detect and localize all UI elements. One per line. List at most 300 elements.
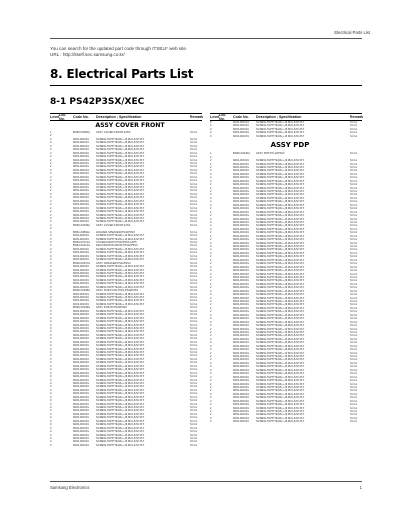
cell-level: 2 xyxy=(210,172,212,176)
cell-code: 6003-001001 xyxy=(73,141,89,145)
cell-level: 2 xyxy=(50,186,52,189)
footer-rule xyxy=(50,481,362,482)
cell-remark: S.N.A xyxy=(190,347,198,351)
cell-desc: SCREW-TAPTITE;RH,+,B,M3,L8,NI PLT xyxy=(96,368,145,372)
cell-code: 6003-001001 xyxy=(233,410,249,413)
cell-desc: ASSY COVER FRONT;42SX xyxy=(96,223,131,227)
cell-remark: S.N.A xyxy=(350,134,358,138)
cell-code: 6003-001001 xyxy=(73,299,89,303)
cell-desc: SCREW-TAPTITE;RH,+,B,M3,L8,NI PLT xyxy=(96,254,145,258)
cell-code: 6003-001001 xyxy=(233,165,249,169)
cell-code: 6003-001001 xyxy=(233,272,249,276)
cell-code: 6003-001001 xyxy=(73,206,89,210)
cell-desc: SCREW-TAPTITE;RH,+,B,M3,L8,NI PLT xyxy=(96,385,145,389)
cell-code: 6003-001001 xyxy=(73,430,89,434)
cell-desc: SCREW-TAPTITE;RH,+,B,M3,L8,NI PLT xyxy=(256,300,305,303)
cell-level: 2 xyxy=(210,282,212,286)
cell-desc: SCREW-TAPTITE;RH,+,B,M3,L8,NI PLT xyxy=(256,217,305,221)
cell-level: 2 xyxy=(210,193,212,197)
cell-code: 6003-001001 xyxy=(73,302,89,306)
cell-remark: S.N.A xyxy=(350,193,358,197)
cell-desc: SCREW-TAPTITE;RH,+,B,M3,L8,NI PLT xyxy=(96,392,145,396)
cell-desc: SCREW-TAPTITE;RH,+,B,M3,L8,NI PLT xyxy=(96,144,145,148)
cell-level: 3 xyxy=(50,406,52,409)
cell-level: 2 xyxy=(210,272,212,276)
cell-level: 2 xyxy=(50,175,52,179)
cell-desc: SCREW-TAPTITE;RH,+,B,M3,L8,NI PLT xyxy=(96,148,145,152)
col-remark: Remark xyxy=(350,115,364,119)
cell-remark: S.N.A xyxy=(350,224,358,228)
cell-remark: S.N.A xyxy=(190,392,198,396)
cell-desc: SCREW-TAPTITE;RH,+,B,M3,L8,NI PLT xyxy=(256,399,305,403)
cell-remark: S.N.A xyxy=(350,176,358,180)
cell-code: 6003-001001 xyxy=(233,231,249,235)
cell-remark: S.N.A xyxy=(350,262,358,266)
cell-remark: S.N.A xyxy=(190,213,198,217)
cell-remark: S.N.A xyxy=(190,148,198,152)
cell-remark: S.N.A xyxy=(190,357,198,361)
cell-desc: SCREW-TAPTITE;RH,+,B,M3,L8,NI PLT xyxy=(256,227,305,231)
section-heading: ASSY COVER FRONT xyxy=(95,122,165,129)
cell-level: 2 xyxy=(210,279,212,283)
cell-level: 3 xyxy=(50,316,52,320)
col-desc: Description ; Specification xyxy=(96,115,142,119)
cell-code: 6003-001001 xyxy=(233,392,249,396)
cell-desc: SCREW-TAPTITE;RH,+,B,M3,L8,NI PLT xyxy=(96,436,145,440)
cell-code: 6003-001001 xyxy=(233,265,249,269)
cell-remark: S.N.A xyxy=(350,210,358,214)
cell-level: 3 xyxy=(50,351,52,354)
cell-level: 3 xyxy=(50,419,52,423)
cell-loc xyxy=(59,444,73,447)
cell-code: 6003-001001 xyxy=(233,196,249,200)
cell-level: 2 xyxy=(210,203,212,207)
cell-desc: SCREW-TAPTITE;RH,+,B,M3,L8,NI PLT xyxy=(256,131,305,135)
cell-desc: SCREW-TAPTITE;RH,+,B,M3,L8,NI PLT xyxy=(256,296,305,300)
cell-desc: SCREW-TAPTITE;RH,+,B,M3,L8,NI PLT xyxy=(256,214,305,218)
cell-level: 2 xyxy=(210,361,212,365)
cell-code: 6003-001001 xyxy=(233,330,249,334)
cell-desc: SCREW-TAPTITE;RH,+,B,M3,L8,NI PLT xyxy=(256,275,305,279)
cell-code: 6003-001001 xyxy=(233,220,249,224)
cell-level: 3 xyxy=(50,289,52,293)
cell-desc: SCREW-TAPTITE;RH,+,B,M3,L8,NI PLT xyxy=(256,241,305,245)
cell-code: 6003-001001 xyxy=(233,169,249,173)
cell-level: 3 xyxy=(50,292,52,296)
cell-desc: SCREW-TAPTITE;RH,+,B,M3,L8,NI PLT xyxy=(96,388,145,392)
cell-desc: SCREW-TAPTITE;RH,+,B,M3,L8,NI PLT xyxy=(256,162,305,166)
cell-remark: S.N.A xyxy=(190,137,198,141)
cell-remark: S.N.A xyxy=(350,121,358,124)
cell-desc: SCREW-TAPTITE;RH,+,B,M3,L8,NI PLT xyxy=(96,412,145,416)
cell-remark: S.N.A xyxy=(190,168,198,172)
cell-desc: SCREW-TAPTITE;RH,+,B,M3,L8,NI PLT xyxy=(256,286,305,290)
cell-level: 2 xyxy=(50,144,52,148)
cell-level: 3 xyxy=(50,344,52,348)
cell-desc: SCREW-TAPTITE;RH,+,B,M3,L8,NI PLT xyxy=(96,419,145,423)
cell-remark: S.N.A xyxy=(350,330,358,334)
cell-level: 3 xyxy=(50,436,52,440)
cell-desc: ASSY SPEAKER;PS42P3SX xyxy=(96,261,131,265)
cell-desc: SCREW-TAPTITE;RH,+,B,M3,L8,NI PLT xyxy=(96,155,145,159)
cell-code: 6003-001001 xyxy=(73,172,89,176)
cell-code: BN63-00721A xyxy=(73,241,90,244)
cell-desc: SCREW-TAPTITE;RH,+,B,M3,L8,NI PLT xyxy=(96,375,145,379)
cell-desc: SCREW-TAPTITE;RH,+,B,M3,L8,NI PLT xyxy=(96,443,145,447)
cell-remark: S.N.A xyxy=(190,282,198,286)
cell-level: 2 xyxy=(210,399,212,403)
cell-remark: S.N.A xyxy=(190,354,198,358)
cell-remark: S.N.A xyxy=(350,238,358,242)
cell-remark: S.N.A xyxy=(350,296,358,300)
cell-level: 2 xyxy=(50,182,52,186)
cell-desc: SCREW-TAPTITE;RH,+,B,M3,L8,NI PLT xyxy=(96,347,145,351)
cell-desc: SCREW-TAPTITE;RH,+,B,M3,L8,NI PLT xyxy=(96,268,145,272)
cell-level: 2 xyxy=(210,196,212,200)
cell-remark: S.N.A xyxy=(190,223,198,227)
cell-code: 6003-001001 xyxy=(233,275,249,279)
cell-desc: SCREW-TAPTITE;RH,+,B,M3,L8,NI PLT xyxy=(256,179,305,183)
cell-code: 6003-001001 xyxy=(73,210,89,214)
col-remark: Remark xyxy=(190,115,204,119)
cell-remark: S.N.A xyxy=(190,406,198,409)
cell-desc: SCREW-TAPTITE;RH,+,B,M3,L8,NI PLT xyxy=(96,337,145,341)
cell-desc: SCREW-TAPTITE;RH,+,B,M3,L8,NI PLT xyxy=(256,358,305,362)
cell-desc: SCREW-TAPTITE;RH,+,B,M3,L8,NI PLT xyxy=(256,169,305,173)
cell-remark: S.N.A xyxy=(350,289,358,293)
cell-level: 2 xyxy=(210,293,212,297)
cell-desc: SCREW-TAPTITE;RH,+,B,M3,L8,NI PLT xyxy=(96,179,145,183)
cell-desc: SCREW-TAPTITE;RH,+,B,M3,L8,NI PLT xyxy=(256,203,305,207)
cell-code: 6003-001001 xyxy=(73,155,89,159)
cell-remark: S.N.A xyxy=(190,309,198,313)
cell-level: 2 xyxy=(210,334,212,338)
cell-remark: S.N.A xyxy=(350,186,358,190)
cell-code: 6003-001001 xyxy=(73,381,89,385)
cell-code: 6003-001001 xyxy=(73,151,89,155)
cell-level: 2 xyxy=(210,162,212,166)
cell-remark: S.N.A xyxy=(190,182,198,186)
cell-level: 2 xyxy=(210,207,212,211)
cell-desc: SCREW-TAPTITE;RH,+,B,M3,L8,NI PLT xyxy=(96,333,145,337)
cell-code: 6003-001001 xyxy=(73,296,89,299)
cell-loc xyxy=(219,135,233,138)
cell-code: 6003-001001 xyxy=(233,341,249,345)
cell-code: 6003-001001 xyxy=(73,213,89,217)
cell-remark: S.N.A xyxy=(350,406,358,410)
cell-desc: COVER-FRONT;PS42P3SX,HIPS xyxy=(96,241,137,244)
cell-desc: SCREW-TAPTITE;RH,+,B,M3,L8,NI PLT xyxy=(256,190,305,193)
cell-code: 6003-001001 xyxy=(73,203,89,207)
table-header xyxy=(50,113,202,121)
cell-remark: S.N.A xyxy=(190,368,198,372)
cell-level: 3 xyxy=(50,392,52,396)
cell-level: 3 xyxy=(50,361,52,365)
cell-level: 2 xyxy=(210,255,212,259)
cell-remark: S.N.A xyxy=(350,269,358,273)
cell-remark: S.N.A xyxy=(350,403,358,407)
cell-code: 6003-001001 xyxy=(233,255,249,259)
cell-remark: S.N.A xyxy=(190,216,198,220)
cell-code: 6003-001001 xyxy=(73,220,89,224)
cell-code: 6003-001001 xyxy=(233,375,249,379)
cell-desc: SCREW-TAPTITE;RH,+,B,M3,L8,NI PLT xyxy=(256,200,305,204)
cell-remark: S.N.A xyxy=(190,151,198,155)
cell-remark: S.N.A xyxy=(350,324,358,328)
cell-desc: SCREW-TAPTITE;RH,+,B,M3,L8,NI PLT xyxy=(96,426,145,430)
cell-code: 6003-001001 xyxy=(233,190,249,193)
cell-remark: S.N.A xyxy=(190,330,198,334)
cell-code: BN96-00349A xyxy=(73,306,90,310)
cell-remark: S.N.A xyxy=(190,237,198,241)
cell-code: 6003-001001 xyxy=(73,340,89,344)
cell-level: 2 xyxy=(210,355,212,358)
cell-code: 6003-001001 xyxy=(73,168,89,172)
cell-remark: S.N.A xyxy=(350,399,358,403)
cell-remark: S.N.A xyxy=(350,183,358,187)
cell-remark: S.N.A xyxy=(190,254,198,258)
cell-desc: SCREW-TAPTITE;RH,+,B,M3,L8,NI PLT xyxy=(96,265,145,269)
cell-remark: S.N.A xyxy=(190,337,198,341)
cell-code: 6003-001001 xyxy=(233,406,249,410)
cell-level: 2 xyxy=(210,231,212,235)
cell-level: 2 xyxy=(210,155,212,159)
cell-desc: SCREW-TAPTITE;RH,+,B,M3,L8,NI PLT xyxy=(96,210,145,214)
cell-code: 6003-001001 xyxy=(73,278,89,282)
cell-code: BN96-00340A xyxy=(233,152,250,156)
cell-code: 6003-001001 xyxy=(73,316,89,320)
cell-level: 2 xyxy=(50,168,52,172)
cell-desc: SCREW-TAPTITE;RH,+,B,M3,L8,NI PLT xyxy=(96,316,145,320)
cell-desc: SCREW-TAPTITE;RH,+,B,M3,L8,NI PLT xyxy=(96,237,145,241)
cell-desc: SCREW-TAPTITE;RH,+,B,M3,L8,NI PLT xyxy=(256,355,305,358)
cell-desc: SCREW-TAPTITE;RH,+,B,M3,L8,NI PLT xyxy=(256,303,305,307)
cell-code: 6003-001001 xyxy=(73,292,89,296)
cell-remark: S.N.A xyxy=(350,286,358,290)
cell-desc: SCREW-TAPTITE;RH,+,B,M3,L8,NI PLT xyxy=(256,262,305,266)
cell-remark: S.N.A xyxy=(350,169,358,173)
cell-code: 6003-001001 xyxy=(73,285,89,289)
cell-level: 3 xyxy=(50,282,52,286)
cell-code: 6003-001001 xyxy=(73,186,89,189)
cell-level: 3 xyxy=(50,320,52,324)
cell-code: 6003-001001 xyxy=(233,358,249,362)
cell-desc: SCREW-TAPTITE;RH,+,B,M3,L8,NI PLT xyxy=(96,409,145,413)
cell-remark: S.N.A xyxy=(350,241,358,245)
cell-desc: SCREW-TAPTITE;RH,+,B,M3,L8,NI PLT xyxy=(256,410,305,413)
cell-code: 6003-001001 xyxy=(233,413,249,417)
cell-code: 6003-001001 xyxy=(73,347,89,351)
cell-desc: SCREW-TAPTITE;RH,+,B,M3,L8,NI PLT xyxy=(256,238,305,242)
cell-desc: SCREW-TAPTITE;RH,+,B,M3,L8,NI PLT xyxy=(96,354,145,358)
cell-level: 2 xyxy=(210,389,212,393)
table-row xyxy=(210,420,362,423)
table-body xyxy=(210,121,362,138)
cell-loc xyxy=(219,420,233,423)
cell-desc: SCREW-TAPTITE;RH,+,B,M3,L8,NI PLT xyxy=(256,416,305,420)
cell-level: 3 xyxy=(50,364,52,368)
cell-desc: SCREW-TAPTITE;RH,+,B,M3,L8,NI PLT xyxy=(96,416,145,420)
cell-desc: SCREW-TAPTITE;RH,+,B,M3,L8,NI PLT xyxy=(256,317,305,321)
cell-code: 6003-001001 xyxy=(73,320,89,324)
cell-remark: S.N.A xyxy=(190,395,198,399)
cell-remark: S.N.A xyxy=(190,351,198,354)
cell-desc: SCREW-TAPTITE;RH,+,B,M3,L8,NI PLT xyxy=(256,413,305,417)
cell-level: 3 xyxy=(50,309,52,313)
cell-code: 6003-001001 xyxy=(73,443,89,447)
cell-code: 6003-001001 xyxy=(73,368,89,372)
cell-code: 6003-001001 xyxy=(73,409,89,413)
cell-code: 6003-001001 xyxy=(233,344,249,348)
cell-code: 6003-001001 xyxy=(73,378,89,382)
cell-level: 2 xyxy=(210,306,212,310)
cell-desc: SCREW-TAPTITE;RH,+,B,M3,L8,NI PLT xyxy=(256,279,305,283)
cell-code: 6003-001001 xyxy=(73,416,89,420)
cell-code: 6003-001001 xyxy=(233,337,249,341)
cell-code: 6003-001001 xyxy=(233,162,249,166)
cell-code: 6003-001001 xyxy=(73,388,89,392)
cell-remark: S.N.A xyxy=(190,296,198,299)
cell-remark: S.N.A xyxy=(350,410,358,413)
cell-code: 6003-001001 xyxy=(73,337,89,341)
cell-code: 6003-001001 xyxy=(233,313,249,317)
cell-code: 6003-001001 xyxy=(233,355,249,358)
cell-level: 2 xyxy=(210,313,212,317)
cell-code: BN96-00348A xyxy=(73,289,90,293)
cell-level: 3 xyxy=(50,368,52,372)
cell-desc: SCREW-TAPTITE;RH,+,B,M3,L8,NI PLT xyxy=(256,337,305,341)
cell-code: 6003-001001 xyxy=(73,436,89,440)
cell-code: 6003-001001 xyxy=(233,324,249,328)
cell-desc: SCREW-TAPTITE;RH,+,B,M3,L8,NI PLT xyxy=(256,231,305,235)
cell-level: 2 xyxy=(210,396,212,400)
cell-code: 6003-001001 xyxy=(233,245,249,248)
cell-level: 3 xyxy=(50,443,52,447)
cell-level: 2 xyxy=(50,179,52,183)
col-loc: Loc. No. xyxy=(59,113,67,121)
cell-level: 2 xyxy=(210,413,212,417)
cell-code: 6003-001001 xyxy=(73,271,89,275)
cell-desc: SCREW-TAPTITE;RH,+,B,M3,L8,NI PLT xyxy=(256,172,305,176)
cell-remark: S.N.A xyxy=(190,258,198,262)
cell-desc: ASSY PCB;IR,PS42P3SX xyxy=(96,306,128,310)
cell-level: 3 xyxy=(50,254,52,258)
cell-code: 6003-001001 xyxy=(233,334,249,338)
cell-remark: S.N.A xyxy=(350,258,358,262)
col-code: Code No. xyxy=(233,115,249,119)
cell-desc: SCREW-TAPTITE;RH,+,B,M3,L8,NI PLT xyxy=(256,193,305,197)
cell-code: 6003-001001 xyxy=(233,193,249,197)
cell-remark: S.N.A xyxy=(350,365,358,369)
cell-remark: S.N.A xyxy=(190,426,198,430)
cell-level: 2 xyxy=(50,137,52,141)
cell-remark: S.N.A xyxy=(350,234,358,238)
section-heading: ASSY PDP xyxy=(270,141,310,150)
cell-code: 6003-001001 xyxy=(73,175,89,179)
cell-code: 6003-001001 xyxy=(73,196,89,200)
cell-remark: S.N.A xyxy=(350,282,358,286)
cell-level: 2 xyxy=(210,330,212,334)
cell-code: 6003-001001 xyxy=(233,293,249,297)
col-level: Level xyxy=(210,115,220,119)
cell-level: 3 xyxy=(50,440,52,444)
cell-desc: SCREW-TAPTITE;RH,+,B,M3,L8,NI PLT xyxy=(256,361,305,365)
cell-remark: S.N.A xyxy=(350,124,358,128)
cell-level: 2 xyxy=(210,348,212,352)
cell-level: 2 xyxy=(210,379,212,383)
cell-code: 6003-001001 xyxy=(73,282,89,286)
cell-remark: S.N.A xyxy=(190,333,198,337)
cell-level: 2 xyxy=(210,265,212,269)
cell-desc: SCREW-TAPTITE;RH,+,B,M3,L8,NI PLT xyxy=(96,371,145,375)
cell-remark: S.N.A xyxy=(190,302,198,306)
cell-remark: S.N.A xyxy=(190,158,198,162)
cell-desc: SCREW-TAPTITE;RH,+,B,M3,L8,NI PLT xyxy=(96,182,145,186)
cell-remark: S.N.A xyxy=(350,159,358,163)
cell-code: 6003-001001 xyxy=(233,296,249,300)
cell-desc: SCREW-TAPTITE;RH,+,B,M3,L8,NI PLT xyxy=(96,234,145,238)
title-rule xyxy=(50,85,362,86)
cell-level: 2 xyxy=(210,358,212,362)
cell-remark: S.N.A xyxy=(190,179,198,183)
cell-desc: SCREW-TAPTITE;RH,+,B,M3,L8,NI PLT xyxy=(96,271,145,275)
cell-remark: S.N.A xyxy=(190,172,198,176)
cell-code: 6003-001001 xyxy=(233,238,249,242)
cell-desc: SCREW-TAPTITE;RH,+,B,M3,L8,NI PLT xyxy=(96,168,145,172)
cell-level: 2 xyxy=(50,161,52,165)
cell-remark: S.N.A xyxy=(190,196,198,200)
cell-desc: SCREW-TAPTITE;RH,+,B,M3,L8,NI PLT xyxy=(256,124,305,128)
intro-line-1: You can search for the updated part code through ITSELF web site. xyxy=(50,46,188,51)
cell-level: 2 xyxy=(210,214,212,218)
cell-level: 2 xyxy=(210,420,212,424)
cell-remark: S.N.A xyxy=(350,413,358,417)
cell-level: 2 xyxy=(50,203,52,207)
cell-remark: S.N.A xyxy=(350,348,358,352)
cell-level: 2 xyxy=(210,303,212,307)
cell-remark: S.N.A xyxy=(350,389,358,393)
cell-remark: S.N.A xyxy=(350,416,358,420)
cell-remark: S.N.A xyxy=(350,227,358,231)
cell-code: 6003-001001 xyxy=(233,186,249,190)
cell-level: 3 xyxy=(50,230,52,234)
cell-level: 2 xyxy=(210,169,212,173)
cell-desc: SCREW-TAPTITE;RH,+,B,M3,L8,NI PLT xyxy=(96,433,145,437)
cell-code: 6003-001001 xyxy=(233,365,249,369)
cell-desc: SCREW-TAPTITE;RH,+,B,M3,L8,NI PLT xyxy=(256,385,305,389)
cell-level: 2 xyxy=(210,262,212,266)
cell-remark: S.N.A xyxy=(350,358,358,362)
cell-desc: SCREW-TAPTITE;RH,+,B,M3,L8,NI PLT xyxy=(96,361,145,365)
cell-code: 6003-001001 xyxy=(73,330,89,334)
cell-code: BN96-00339A xyxy=(73,223,90,227)
cell-level: 2 xyxy=(210,159,212,163)
cell-level: 2 xyxy=(210,324,212,328)
cell-code: 6003-001001 xyxy=(73,323,89,327)
cell-code: 6003-001001 xyxy=(233,361,249,365)
cell-desc: SCREW-TAPTITE;RH,+,B,M3,L8,NI PLT xyxy=(256,310,305,314)
cell-remark: S.N.A xyxy=(190,436,198,440)
cell-code: 6003-001001 xyxy=(73,161,89,165)
cell-code: 6003-001001 xyxy=(233,372,249,376)
cell-remark: S.N.A xyxy=(350,275,358,279)
cell-remark: S.N.A xyxy=(190,378,198,382)
cell-code: 6003-001001 xyxy=(73,199,89,203)
cell-level: 3 xyxy=(50,265,52,269)
cell-level: 3 xyxy=(50,337,52,341)
cell-level: 2 xyxy=(210,186,212,190)
cell-level: 3 xyxy=(50,340,52,344)
